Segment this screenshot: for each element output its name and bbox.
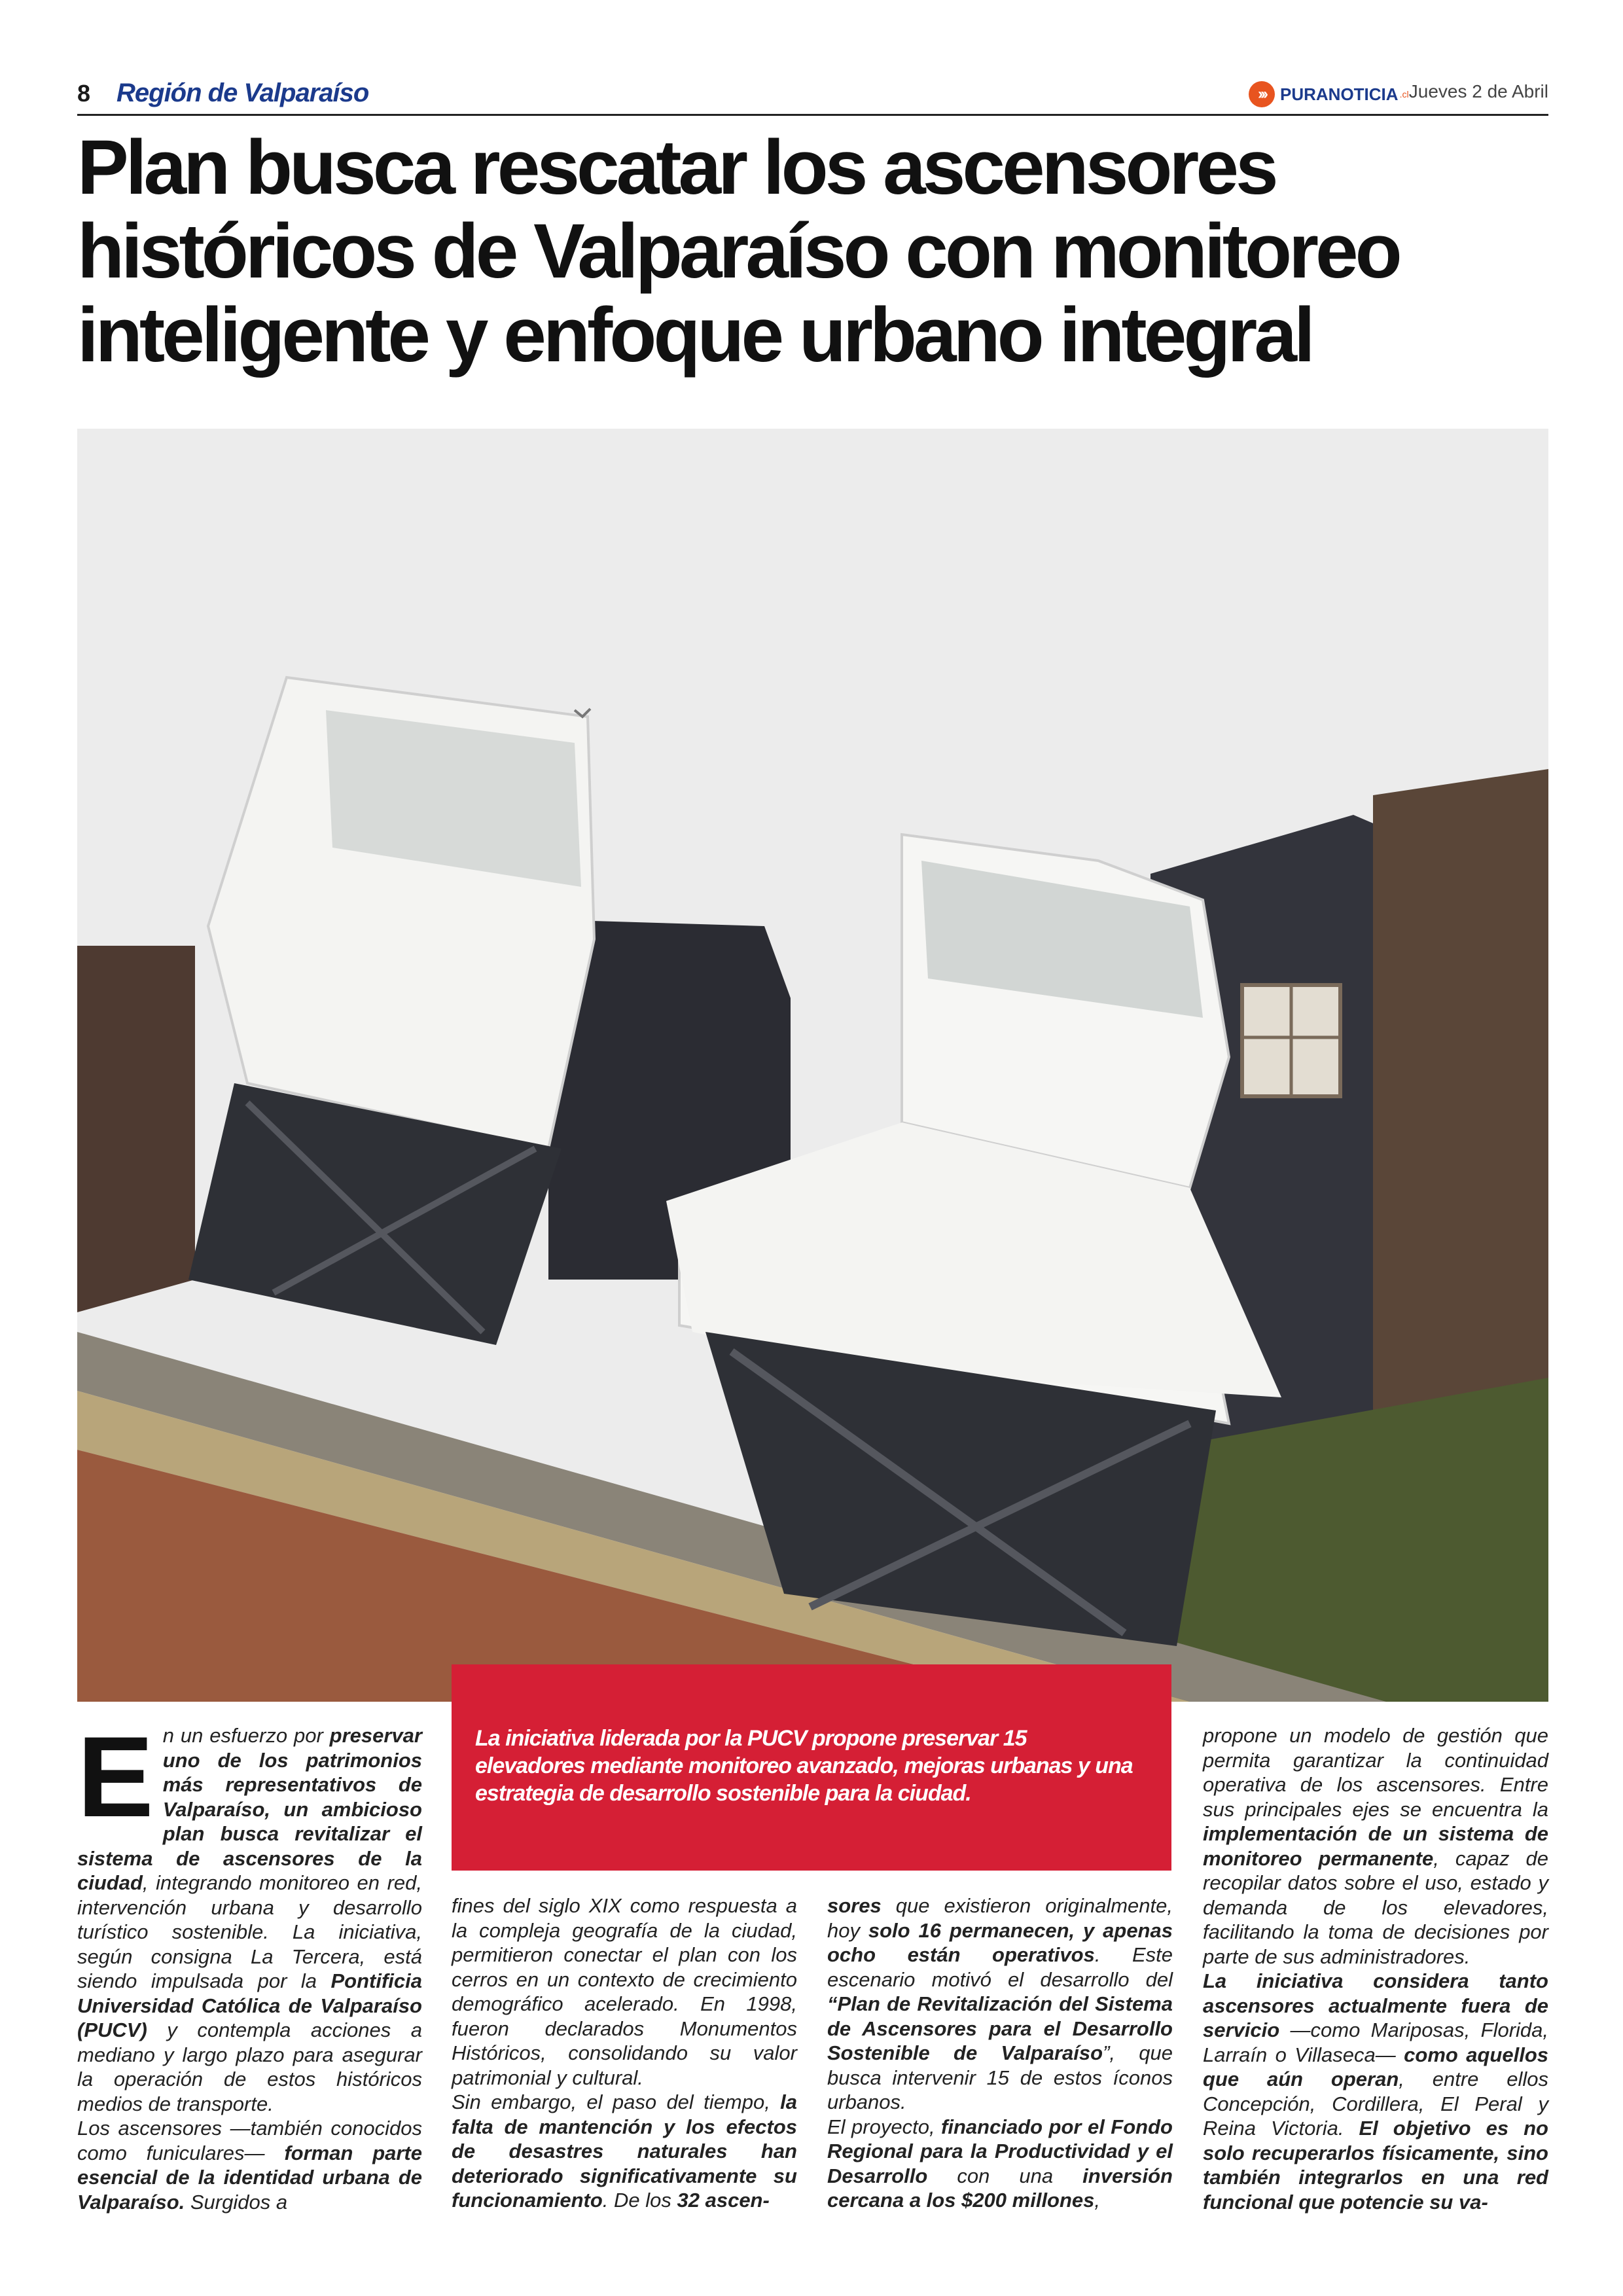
bold-run: como aquellos que aún operan [1203, 2043, 1549, 2090]
text-run: , entre ellos Concepción, Cordillera, El Peral y Reina Victoria. [1203, 2068, 1548, 2140]
bold-run: “Plan de Revitalización del Sistema de Ascensores para el Desarrollo Sostenible de Valparaíso [827, 1992, 1173, 2064]
text-run: , capaz de recopilar datos sobre el uso, estado y demanda de los elevadores, facilitando la toma de decisiones por parte de sus administradores. [1203, 1846, 1549, 1968]
bold-run: sores [827, 1894, 882, 1917]
column-body [1203, 1723, 1548, 2214]
headline: Plan busca rescatar los ascensores históricos de Valparaíso con monitoreo inteligente y enfoque urbano integral [77, 124, 1399, 378]
text-run: Surgidos a [185, 2190, 288, 2214]
drop-cap: E [77, 1713, 154, 1841]
brand-logo [1249, 80, 1409, 109]
article-column-1 [77, 1713, 422, 2214]
bold-run: implementación de un sistema de monitoreo permanente [1203, 1822, 1548, 1870]
page-number: 8 [77, 80, 91, 107]
bold-run: 32 ascen- [677, 2189, 770, 2212]
page-header [77, 73, 1548, 116]
funicular-photo [77, 429, 1548, 1702]
brand-suffix: .cl [1399, 89, 1409, 99]
text-run: ”, que busca intervenir 15 de estos íconos urbanos. [827, 2041, 1173, 2113]
paragraph [1203, 1723, 1548, 1969]
article-column-4 [1203, 1723, 1548, 2214]
text-run: —como Mariposas, Florida, Larraín o Villaseca— [1203, 2018, 1548, 2066]
chevrons-icon: ››› [1249, 81, 1275, 107]
text-run: fines del siglo XIX como respuesta a la compleja geografía de la ciudad, permitieron conectar el plan con los cerros en un contexto de crecimiento demográfico acelerado. En 1998, fueron declarados Monumentos Históricos, consolidando su valor patrimonial y cultural. [452, 1894, 797, 2089]
bold-run: financiado por el Fondo Regional para la Productividad y el Desarrollo [827, 2115, 1173, 2187]
paragraph [452, 1893, 797, 2090]
text-run: y contempla acciones a mediano y largo plazo para asegurar la operación de estos históricos medios de transporte. [77, 2018, 422, 2115]
text-run: . De los [602, 2189, 677, 2212]
column-body [827, 1893, 1173, 2213]
paragraph [1203, 1969, 1548, 2214]
text-run: con una [927, 2164, 1083, 2187]
paragraph [827, 1893, 1173, 2115]
paragraph [77, 2116, 422, 2214]
bold-run: la falta de mantención y los efectos de desastres naturales han deteriorado significativamente su funcionamiento [452, 2090, 797, 2212]
article-column-2 [452, 1893, 797, 2213]
issue-date: Jueves 2 de Abril [1408, 81, 1548, 101]
pull-quote-text: La iniciativa liderada por la PUCV propone preservar 15 elevadores mediante monitoreo avanzado, mejoras urbanas y una estrategia de desarrollo sostenible para la ciudad. [475, 1726, 1133, 1806]
text-run: Los ascensores —también conocidos como funiculares— [77, 2117, 422, 2164]
text-run: propone un modelo de gestión que permita garantizar la continuidad operativa de los ascensores. Entre sus principales ejes se encuentra la [1203, 1724, 1548, 1821]
bold-run: El objetivo es no solo recuperarlos físicamente, sino también integrarlos en una red funcional que potencie su va- [1203, 2117, 1548, 2214]
bold-run: La iniciativa considera tanto ascensores actualmente fuera de servicio [1203, 1969, 1548, 2041]
text-run: Sin embargo, el paso del tiempo, [452, 2090, 781, 2113]
text-run: , [1094, 2189, 1101, 2212]
text-run: . Este escenario motivó el desarrollo del [827, 1943, 1173, 1991]
paragraph [452, 2090, 797, 2213]
pull-quote [452, 1664, 1171, 1871]
text-run: El proyecto, [827, 2115, 942, 2138]
text-run: que existieron originalmente, hoy [827, 1894, 1173, 1942]
bold-run: inversión cercana a los $200 millones [827, 2164, 1173, 2212]
brand-name: PURANOTICIA [1280, 84, 1399, 104]
section-title: Región de Valparaíso [116, 79, 369, 107]
bold-run: Pontificia Universidad Católica de Valparaíso (PUCV) [77, 1969, 422, 2041]
text-run: , integrando monitoreo en red, intervención urbana y desarrollo turístico sostenible. La iniciativa, según consigna La Tercera, está siendo impulsada por la [77, 1871, 422, 1992]
paragraph [827, 2115, 1173, 2213]
article-column-3 [827, 1893, 1173, 2213]
text-run: n un esfuerzo por [162, 1724, 330, 1747]
bold-run: solo 16 permanecen, y apenas ocho están operativos [827, 1918, 1173, 1966]
column-body [452, 1893, 797, 2213]
bold-run: preservar uno de los patrimonios más representativos de Valparaíso, un ambicioso plan busca revitalizar el sistema de ascensores de la ciudad [77, 1724, 422, 1894]
bold-run: forman parte esencial de la identidad urbana de Valparaíso. [77, 2141, 422, 2214]
